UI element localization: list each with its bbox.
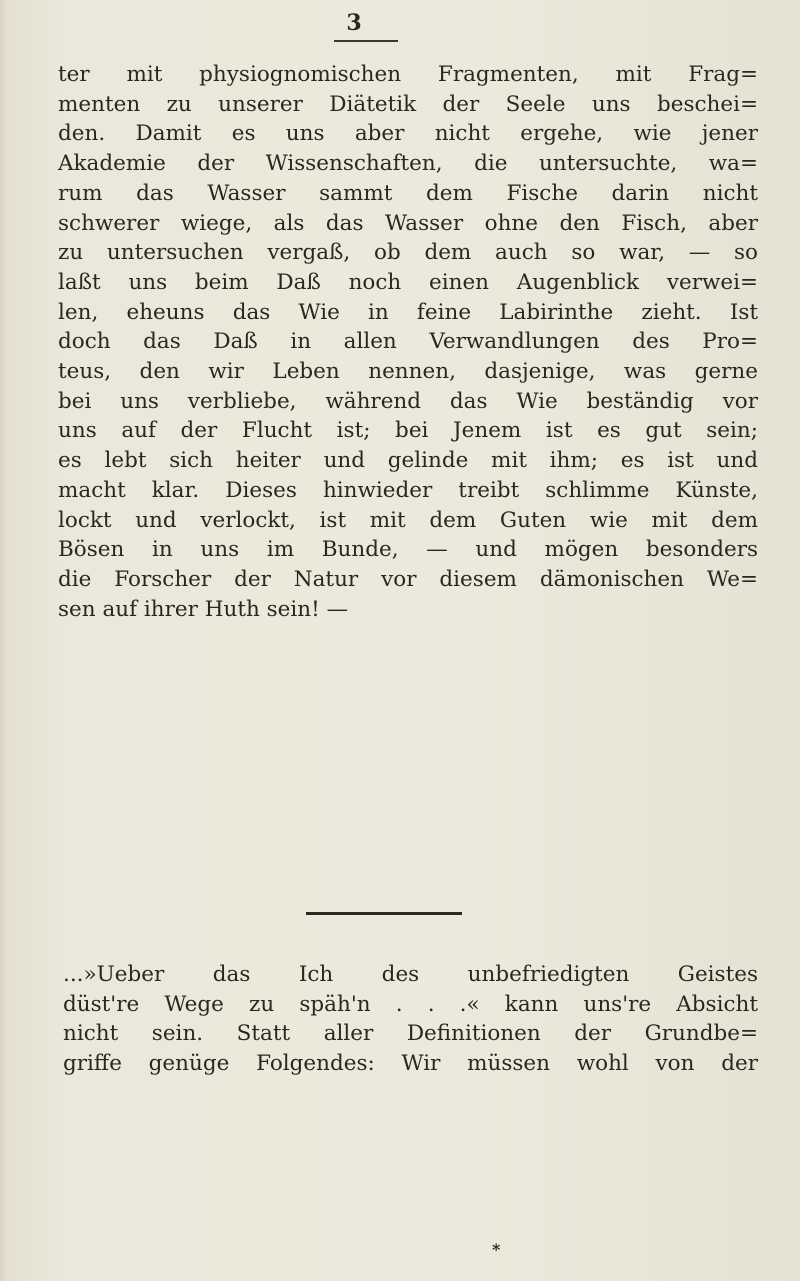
text-line: die Forscher der Natur vor diesem dämonischen We=	[58, 566, 758, 592]
section-divider	[306, 912, 462, 915]
text-line: sen auf ihrer Huth sein! —	[58, 596, 349, 622]
text-line: bei uns verbliebe, während das Wie beständig vor	[58, 388, 758, 414]
text-line: len, eheuns das Wie in feine Labirinthe zieht. Ist	[58, 299, 758, 325]
text-line: doch das Daß in allen Verwandlungen des Pro=	[58, 329, 758, 355]
text-line: düst're Wege zu späh'n . . .« kann uns're Absicht	[63, 991, 758, 1017]
text-line: griffe genüge Folgendes: Wir müssen wohl von der	[63, 1051, 758, 1077]
text-line: rum das Wasser sammt dem Fische darin nicht	[58, 180, 758, 206]
text-line: lockt und verlockt, ist mit dem Guten wie mit dem	[58, 507, 758, 533]
text-line: es lebt sich heiter und gelinde mit ihm; es ist und	[58, 448, 758, 474]
text-line: schwerer wiege, als das Wasser ohne den Fisch, aber	[58, 210, 758, 236]
signature-mark: *	[492, 1240, 501, 1259]
text-line: uns auf der Flucht ist; bei Jenem ist es gut sein;	[58, 418, 758, 444]
text-line: den. Damit es uns aber nicht ergehe, wie jener	[58, 121, 758, 147]
text-line: teus, den wir Leben nennen, dasjenige, was gerne	[58, 359, 758, 385]
text-line: ...»Ueber das Ich des unbefriedigten Geistes	[63, 962, 758, 987]
text-line: ter mit physiognomischen Fragmenten, mit Frag=	[58, 62, 758, 87]
page-binding-shadow	[0, 0, 6, 1281]
paragraph-second	[58, 960, 758, 1079]
text-line: Bösen in uns im Bunde, — und mögen besonders	[58, 537, 758, 563]
text-line: laßt uns beim Daß noch einen Augenblick verwei=	[58, 269, 758, 295]
text-line: nicht sein. Statt aller Definitionen der Grundbe=	[63, 1021, 758, 1047]
text-line: Akademie der Wissenschaften, die untersuchte, wa=	[58, 151, 758, 177]
text-line: zu untersuchen vergaß, ob dem auch so war, — so	[58, 240, 758, 266]
paragraph-main	[58, 60, 758, 624]
text-line: menten zu unserer Diätetik der Seele uns beschei=	[58, 91, 758, 117]
header-rule	[334, 40, 398, 42]
text-line: macht klar. Dieses hinwieder treibt schlimme Künste,	[58, 477, 758, 503]
page-number: 3	[346, 10, 362, 36]
